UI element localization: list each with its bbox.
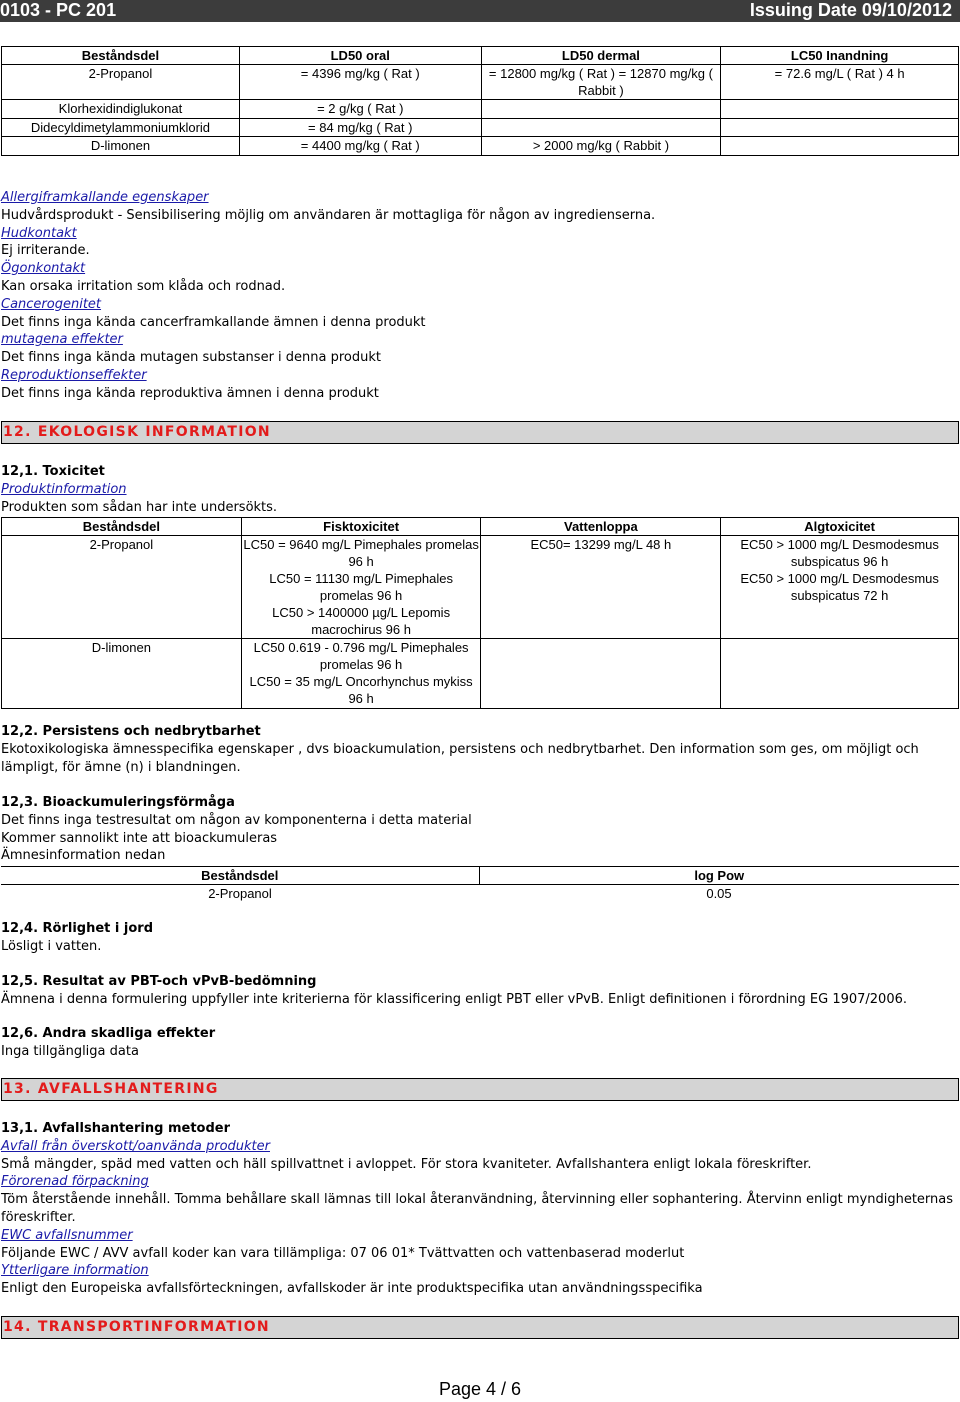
table-cell: = 4396 mg/kg ( Rat ) [239, 65, 481, 100]
column-header: Beståndsdel [2, 518, 242, 536]
other-effects-heading: 12,6. Andra skadliga effekter [1, 1026, 216, 1041]
table-cell: Klorhexidindiglukonat [2, 100, 240, 119]
table-cell: D-limonen [2, 137, 240, 156]
other-effects-block [1, 1025, 959, 1061]
carcinogenicity-text: Det finns inga kända cancerframkallande ämnen i denna produkt [1, 314, 426, 330]
eye-contact-title: Ögonkontakt [1, 261, 86, 277]
pbt-heading: 12,5. Resultat av PBT-och vPvB-bedömning [1, 974, 317, 989]
table-row [2, 65, 959, 100]
further-info-title: Ytterligare information [1, 1263, 149, 1279]
column-header: Beståndsdel [2, 47, 240, 65]
product-info-text: Produkten som sådan har inte undersökts. [1, 499, 278, 515]
table-cell [241, 639, 481, 709]
soil-mobility-text: Lösligt i vatten. [1, 938, 102, 954]
table-cell [241, 536, 481, 639]
table-cell [481, 119, 721, 137]
page-number: Page 4 / 6 [438, 1379, 522, 1399]
toxicity-block [1, 463, 959, 516]
table-header-row [2, 47, 959, 65]
bioaccumulation-heading: 12,3. Bioackumuleringsförmåga [1, 795, 235, 810]
table-row [1, 885, 959, 903]
product-info-title: Produktinformation [1, 481, 127, 497]
column-header: LC50 Inandning [721, 47, 959, 65]
document-header [0, 0, 960, 22]
table-cell [721, 100, 959, 119]
waste-methods-heading: 13,1. Avfallshantering metoder [1, 1121, 230, 1136]
table-row [2, 536, 959, 639]
toxicology-details [1, 189, 959, 403]
waste-surplus-title: Avfall från överskott/oanvända produkter [1, 1138, 270, 1154]
table-cell [721, 536, 959, 639]
table-cell: EC50= 13299 mg/L 48 h [481, 536, 721, 639]
table-cell: > 2000 mg/kg ( Rabbit ) [481, 137, 721, 156]
column-header: LD50 oral [239, 47, 481, 65]
section-14-title: 14. TRANSPORTINFORMATION [1, 1316, 959, 1339]
fish-tox-entry: LC50 0.619 - 0.796 mg/L Pimephales promelas 96 h [253, 640, 469, 672]
mutagenic-title: mutagena effekter [1, 332, 123, 348]
reproductive-title: Reproduktionseffekter [1, 367, 147, 383]
pbt-block [1, 973, 959, 1009]
soil-mobility-block [1, 920, 959, 956]
table-cell [481, 100, 721, 119]
table-cell [721, 639, 959, 709]
persistence-block [1, 723, 959, 776]
table-row [2, 137, 959, 156]
allergy-title: Allergiframkallande egenskaper [1, 190, 209, 205]
reproductive-text: Det finns inga kända reproduktiva ämnen i denna produkt [1, 385, 379, 401]
table-header-row [1, 867, 959, 885]
table-cell [721, 119, 959, 137]
table-cell: D-limonen [2, 639, 242, 709]
contaminated-packaging-text: Töm återstående innehåll. Tomma behållare skall lämnas till lokal återanvändning, återvinning eller sophantering. Återvinn enligt myndigheternas föreskrifter. [1, 1192, 954, 1225]
waste-block [1, 1120, 959, 1298]
column-header: log Pow [479, 867, 959, 885]
table-cell: 2-Propanol [2, 536, 242, 639]
table-cell: = 84 mg/kg ( Rat ) [239, 119, 481, 137]
table-cell [721, 137, 959, 156]
algae-tox-entry: EC50 > 1000 mg/L Desmodesmus subspicatus 72 h [740, 571, 939, 603]
algae-tox-entry: EC50 > 1000 mg/L Desmodesmus subspicatus 96 h [740, 537, 939, 569]
further-info-text: Enligt den Europeiska avfallsförteckningen, avfallskoder är inte produktspecifika utan användningsspecifika [1, 1281, 703, 1297]
column-header: Beståndsdel [1, 867, 479, 885]
carcinogenicity-title: Cancerogenitet [1, 296, 102, 312]
section-12-title: 12. EKOLOGISK INFORMATION [1, 421, 959, 444]
contaminated-packaging-title: Förorenad förpackning [1, 1174, 149, 1190]
waste-surplus-text: Små mängder, späd med vatten och häll spillvattnet i avloppet. För stora kvaniteter. Avfallshantera enligt lokala föreskrifter. [1, 1156, 812, 1172]
column-header: Vattenloppa [481, 518, 721, 536]
fish-tox-entry: LC50 = 35 mg/L Oncorhynchus mykiss 96 h [249, 674, 473, 706]
issuing-date: Issuing Date 09/10/2012 [749, 0, 952, 20]
bioaccumulation-line: Kommer sannolikt inte att bioackumuleras [1, 830, 278, 846]
table-cell: = 2 g/kg ( Rat ) [239, 100, 481, 119]
fish-tox-entry: LC50 = 11130 mg/L Pimephales promelas 96 h [269, 571, 453, 603]
table-row [2, 100, 959, 119]
column-header: Fisktoxicitet [241, 518, 481, 536]
table-cell: = 12800 mg/kg ( Rat ) = 12870 mg/kg ( Rabbit ) [481, 65, 721, 100]
bioaccumulation-line: Det finns inga testresultat om någon av komponenterna i detta material [1, 812, 472, 828]
ewc-text: Följande EWC / AVV avfall koder kan vara tillämpliga: 07 06 01* Tvättvatten och vattenbaserad moderlut [1, 1245, 685, 1261]
fish-tox-entry: LC50 > 1400000 µg/L Lepomis macrochirus 96 h [272, 605, 451, 637]
log-pow-table [1, 866, 959, 903]
bioaccumulation-block [1, 794, 959, 865]
skin-contact-title: Hudkontakt [1, 225, 77, 241]
other-effects-text: Inga tillgängliga data [1, 1043, 139, 1059]
ecotoxicity-table [1, 517, 959, 709]
table-cell: 2-Propanol [2, 65, 240, 100]
pbt-text: Ämnena i denna formulering uppfyller inte kriterierna för klassificering enligt PBT eller vPvB. Enligt definitionen i förordning EG 1907/2006. [1, 991, 908, 1007]
fish-tox-entry: LC50 = 9640 mg/L Pimephales promelas 96 h [243, 537, 479, 569]
soil-mobility-heading: 12,4. Rörlighet i jord [1, 921, 154, 936]
table-cell: = 4400 mg/kg ( Rat ) [239, 137, 481, 156]
bioaccumulation-line: Ämnesinformation nedan [1, 848, 166, 864]
table-cell: = 72.6 mg/L ( Rat ) 4 h [721, 65, 959, 100]
table-row [2, 639, 959, 709]
column-header: Algtoxicitet [721, 518, 959, 536]
section-13-title: 13. AVFALLSHANTERING [1, 1078, 959, 1101]
table-cell [481, 639, 721, 709]
persistence-text: Ekotoxikologiska ämnesspecifika egenskaper , dvs bioackumulation, persistens och nedbrytbarhet. Den information som ges, om möjligt och lämpligt, för ämne (n) i blandningen. [1, 741, 919, 775]
ewc-title: EWC avfallsnummer [1, 1227, 133, 1243]
persistence-heading: 12,2. Persistens och nedbrytbarhet [1, 724, 261, 739]
table-cell: Didecyldimetylammoniumklorid [2, 119, 240, 137]
allergy-text: Hudvårdsprodukt - Sensibilisering möjlig om användaren är mottagliga för någon av ingredienserna. [1, 207, 656, 223]
mutagenic-text: Det finns inga kända mutagen substanser i denna produkt [1, 350, 381, 366]
column-header: LD50 dermal [481, 47, 721, 65]
acute-toxicity-table [1, 46, 959, 156]
table-header-row [2, 518, 959, 536]
toxicity-heading: 12,1. Toxicitet [1, 464, 105, 479]
table-cell: 2-Propanol [208, 886, 272, 901]
eye-contact-text: Kan orsaka irritation som klåda och rodnad. [1, 278, 286, 294]
skin-contact-text: Ej irriterande. [1, 243, 90, 259]
table-row [2, 119, 959, 137]
document-id: 0103 - PC 201 [0, 0, 117, 20]
table-cell: 0.05 [706, 886, 732, 901]
